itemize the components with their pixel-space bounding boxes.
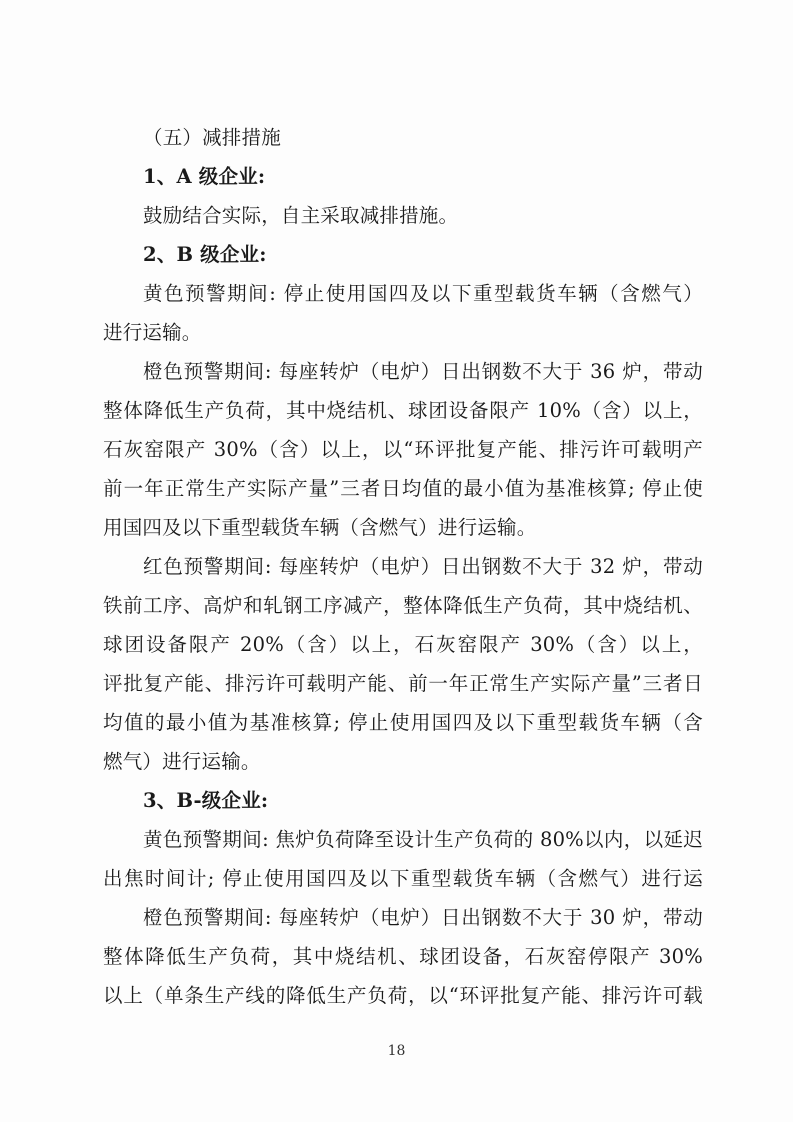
level-b-orange-line: 整体降低生产负荷，其中烧结机、球团设备限产 10%（含）以上， — [103, 399, 703, 422]
level-b-red-line: 燃气）进行运输。 — [103, 750, 261, 773]
level-b-red-line: 铁前工序、高炉和轧钢工序减产，整体降低生产负荷，其中烧结机、 — [103, 594, 703, 617]
level-b-orange-line: 前一年正常生产实际产量”三者日均值的最小值为基准核算; 停止使 — [103, 477, 703, 500]
level-b-minus-orange-line: 以上（单条生产线的降低生产负荷，以“环评批复产能、排污许可载 — [103, 984, 703, 1007]
level-b-orange-line: 橙色预警期间: 每座转炉（电炉）日出钢数不大于 36 炉，带动 — [143, 360, 703, 383]
level-b-yellow-line: 进行运输。 — [103, 321, 202, 344]
level-b-red-line: 红色预警期间: 每座转炉（电炉）日出钢数不大于 32 炉，带动 — [143, 555, 703, 578]
level-b-yellow-line: 黄色预警期间: 停止使用国四及以下重型载货车辆（含燃气） — [143, 282, 703, 305]
level-b-orange-line: 用国四及以下重型载货车辆（含燃气）进行运输。 — [103, 516, 537, 539]
document-body — [103, 118, 703, 1015]
level-b-minus-heading: 3、B-级企业: — [143, 789, 269, 812]
page-number: 18 — [387, 1043, 406, 1059]
level-a-heading: 1、A 级企业: — [143, 165, 266, 188]
level-b-heading: 2、B 级企业: — [143, 243, 267, 266]
level-b-minus-yellow-line: 出焦时间计; 停止使用国四及以下重型载货车辆（含燃气）进行运 — [103, 867, 703, 890]
level-b-red-line: 球团设备限产 20%（含）以上，石灰窑限产 30%（含）以上， — [103, 633, 703, 656]
level-b-red-line: 评批复产能、排污许可载明产能、前一年正常生产实际产量”三者日 — [103, 672, 703, 695]
level-a-paragraph: 鼓励结合实际，自主采取减排措施。 — [143, 204, 459, 227]
level-b-red-line: 均值的最小值为基准核算; 停止使用国四及以下重型载货车辆（含 — [103, 711, 703, 734]
level-b-minus-yellow-line: 黄色预警期间: 焦炉负荷降至设计生产负荷的 80%以内，以延迟 — [143, 828, 703, 851]
level-b-minus-orange-line: 整体降低生产负荷，其中烧结机、球团设备，石灰窑停限产 30% — [103, 945, 703, 968]
level-b-orange-line: 石灰窑限产 30%（含）以上，以“环评批复产能、排污许可载明产 — [103, 438, 703, 461]
level-b-minus-orange-line: 橙色预警期间: 每座转炉（电炉）日出钢数不大于 30 炉，带动 — [143, 906, 703, 929]
section-title: （五）减排措施 — [143, 126, 281, 149]
